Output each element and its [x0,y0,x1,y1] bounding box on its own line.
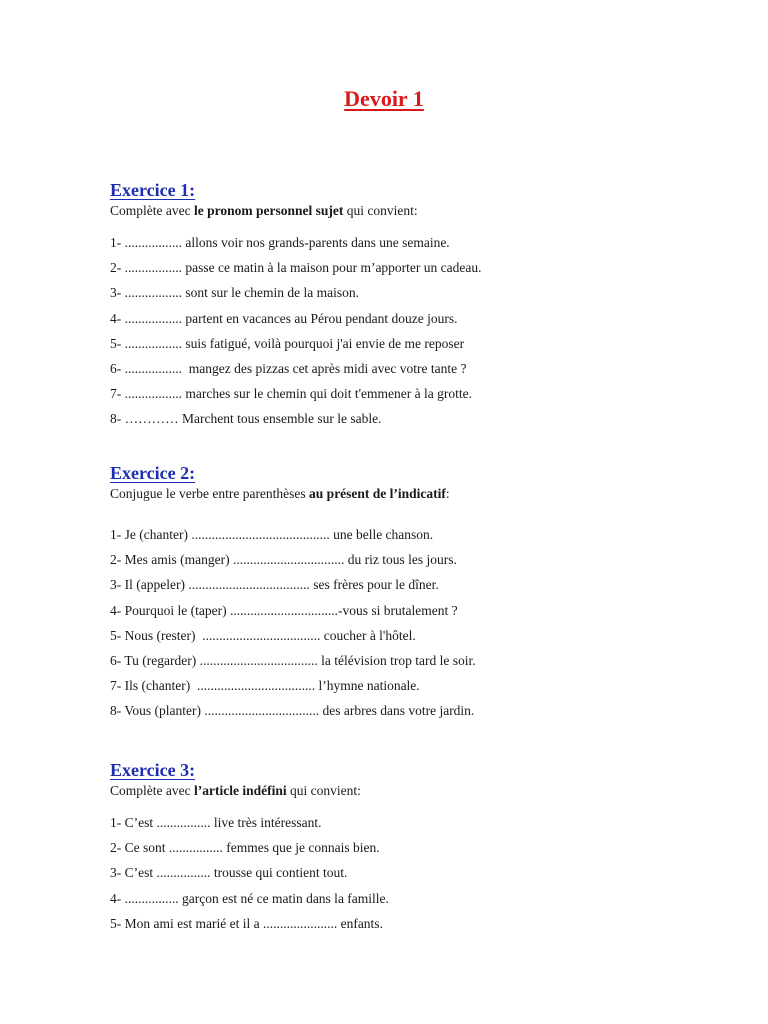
exercise-items [110,526,710,728]
instruction-text: Complète avec [110,783,194,798]
exercise-3 [110,760,710,940]
exercise-item: 2- Ce sont ................ femmes que je connais bien. [110,840,380,856]
instruction-text: Complète avec [110,203,194,218]
instruction-emphasis: le pronom personnel sujet [193,203,344,218]
exercise-heading: Exercice 1: [110,180,196,200]
exercise-heading: Exercice 2: [110,463,196,483]
instruction-text: Conjugue le verbe entre parenthèses [110,486,310,501]
exercise-item: 7- ................. marches sur le chemin qui doit t'emmener à la grotte. [110,386,472,402]
exercise-items [110,234,710,436]
exercise-item: 5- Nous (rester) ................................... coucher à l'hôtel. [110,627,416,643]
exercise-item: 1- Je (chanter) ......................................... une belle chanson. [110,527,434,542]
exercise-item: 3- C’est ................ trousse qui contient tout. [110,865,348,881]
exercise-item: 4- Pourquoi le (taper) ................................-vous si brutalement ? [110,602,458,618]
exercise-item: 3- ................. sont sur le chemin de la maison. [110,285,359,301]
exercise-item: 1- C’est ................ live très intéressant. [110,815,322,830]
exercise-item: 4- ................ garçon est né ce matin dans la famille. [110,890,389,906]
exercise-2 [110,463,710,728]
exercise-instruction [110,202,710,220]
document-title: Devoir 1 [344,86,424,111]
instruction-text: : [445,486,450,501]
exercise-item: 6- ................. mangez des pizzas cet après midi avec votre tante ? [110,360,467,376]
instruction-emphasis: au présent de l’indicatif [309,486,446,501]
exercise-item: 8- Vous (planter) .................................. des arbres dans votre jardin. [110,703,475,719]
exercise-instruction [110,782,710,800]
exercise-item: 8- ………… Marchent tous ensemble sur le sable. [110,411,382,427]
exercise-1 [110,180,710,436]
exercise-item: 7- Ils (chanter) ................................... l’hymne nationale. [110,678,420,694]
exercise-item: 1- ................. allons voir nos grands-parents dans une semaine. [110,235,450,250]
exercise-item: 5- ................. suis fatigué, voilà pourquoi j'ai envie de me reposer [110,335,465,351]
exercise-item: 4- ................. partent en vacances au Pérou pendant douze jours. [110,310,458,326]
exercise-items [110,814,710,940]
exercise-instruction [110,485,710,503]
instruction-emphasis: l’article indéfini [193,783,287,798]
exercise-item: 3- Il (appeler) .................................... ses frères pour le dîner. [110,577,439,593]
exercise-item: 2- ................. passe ce matin à la maison pour m’apporter un cadeau. [110,260,482,276]
exercise-item: 6- Tu (regarder) ................................... la télévision trop tard le soir. [110,652,476,668]
instruction-text: qui convient: [286,783,361,798]
instruction-text: qui convient: [343,203,418,218]
exercise-item: 2- Mes amis (manger) ................................. du riz tous les jours. [110,552,457,568]
exercise-heading: Exercice 3: [110,760,196,780]
exercise-item: 5- Mon ami est marié et il a ...................... enfants. [110,915,383,931]
